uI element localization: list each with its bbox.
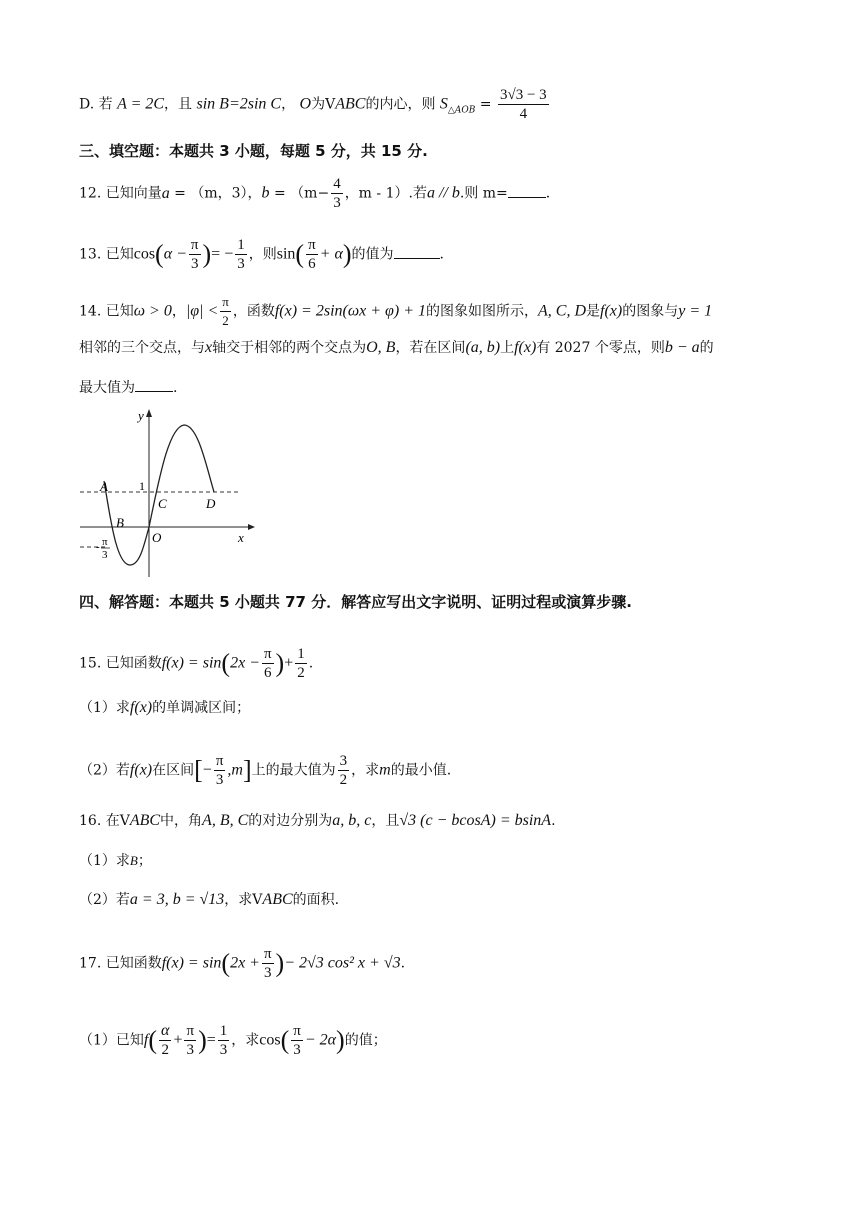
- label-O: O: [152, 530, 162, 545]
- question-14-line-2: 相邻的三个交点，与x轴交于相邻的两个交点为O, B，若在区间(a, b)上f(x)有 2027 个零点，则b − a的: [79, 339, 714, 356]
- question-17-part-1: （1）已知f( $\frac{\alpha}{2}$ + $\frac{\pi}{3}$ )= $\frac{1}{3}$ ，求cos( $\frac{\pi}{3}$ − 2α)的值；: [79, 1022, 387, 1058]
- label-three: 3: [102, 549, 108, 561]
- x-axis-arrow: [248, 524, 255, 530]
- question-15-part-1: （1）求f(x)的单调减区间；: [79, 699, 251, 716]
- question-14-line-1: 14. 已知ω > 0，|φ| < $\frac{\pi}{2}$ ，函数f(x) = 2sin(ωx + φ) + 1的图象如图所示，A, C, D是f(x)的图象与y = 1: [79, 294, 713, 328]
- label-neg: -: [96, 541, 100, 553]
- question-17: 17. 已知函数f(x) = sin(2x + $\frac{\pi}{3}$ )− 2√3 cos² x + √3.: [79, 946, 406, 981]
- answer-blank-12[interactable]: [508, 183, 546, 198]
- y-label: y: [138, 408, 144, 423]
- label-C: C: [158, 496, 167, 511]
- section-4-heading: 四、解答题：本题共 5 小题共 77 分．解答应写出文字说明、证明过程或演算步骤.: [79, 593, 632, 611]
- q12-fraction: $\frac{4}{3}$: [333, 176, 341, 211]
- question-13: 13. 已知cos(α − $\frac{\pi}{3}$ )= − $\frac{1}{3}$ ，则sin( $\frac{\pi}{6}$ + α)的值为 .: [79, 237, 444, 272]
- option-d-eq2: sin B=2sin C: [196, 95, 282, 113]
- option-d: D. 若 A = 2C，且 sin B=2sin C， O为VABC的内心，则 $S_{\triangle AOB}$ = $\frac{3√3 - 3}{4}$: [79, 87, 547, 122]
- label-A: A: [100, 479, 108, 494]
- y-axis-arrow: [146, 409, 152, 417]
- vector-b: b: [261, 184, 270, 202]
- x-label: x: [238, 530, 244, 545]
- label-D: D: [206, 496, 216, 511]
- vector-a: a: [161, 184, 170, 202]
- answer-blank-13[interactable]: [394, 244, 440, 259]
- function-graph: [78, 405, 258, 580]
- question-12: 12. 已知向量a = （m，3），b = （m− $\frac{4}{3}$ ，m - 1）.若a // b.则 m= .: [79, 176, 551, 211]
- question-15: 15. 已知函数f(x) = sin(2x − $\frac{\pi}{6}$ )+ $\frac{1}{2}$ .: [79, 646, 314, 681]
- label-one: 1: [139, 479, 145, 493]
- question-14-line-3: 最大值为 .: [79, 377, 177, 398]
- question-16-part-2: （2）若a = 3, b = √13，求VABC的面积.: [79, 891, 340, 908]
- option-d-eq1: A = 2C: [117, 95, 165, 113]
- section-3-heading: 三、填空题：本题共 3 小题，每题 5 分，共 15 分.: [79, 142, 428, 160]
- question-15-part-2: （2）若f(x)在区间[− $\frac{\pi}{3}$ ,m]上的最大值为 $\frac{3}{2}$ ，求m的最小值.: [79, 753, 452, 788]
- question-16-part-1: （1）求B；: [79, 853, 152, 869]
- label-B: B: [116, 515, 124, 530]
- label-pi: π: [102, 536, 108, 548]
- answer-blank-14[interactable]: [135, 377, 173, 392]
- question-16: 16. 在VABC中，角A, B, C的对边分别为a, b, c，且√3 (c − bcosA) = bsinA.: [79, 812, 556, 829]
- option-d-fraction: $\frac{3√3 - 3}{4}$: [499, 87, 547, 122]
